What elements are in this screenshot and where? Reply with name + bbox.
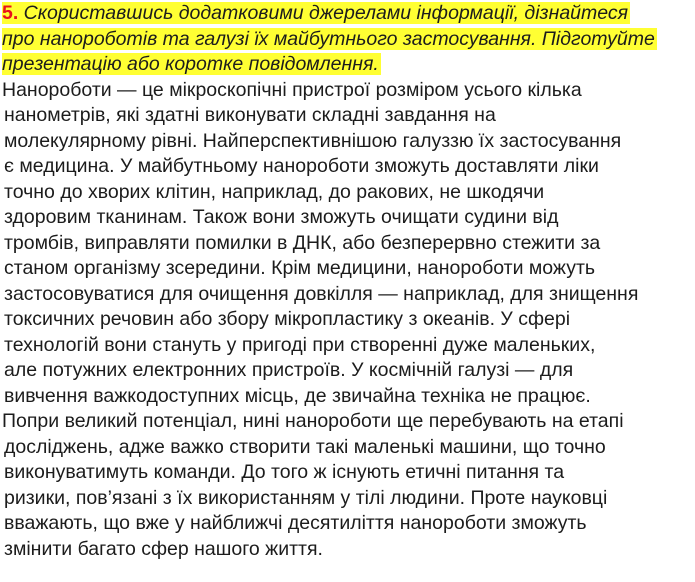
- task-block: [2, 1, 692, 562]
- task-number: 5.: [2, 2, 19, 24]
- answer-line: вважають, що вже у найближчі десятиліття нанороботи зможуть: [4, 512, 587, 534]
- answer-line: здоровим тканинам. Також вони зможуть очищати судини від: [4, 206, 559, 228]
- answer-text: [2, 78, 692, 563]
- answer-line: нанометрів, які здатні виконувати складні завдання на: [4, 104, 496, 126]
- answer-line: застосовуватися для очищення довкілля — наприклад, для знищення: [4, 282, 639, 305]
- answer-line: точно до хворих клітин, наприклад, до ракових, не шкодячи: [4, 180, 545, 203]
- answer-line: технологій вони стануть у пригоді при створенні дуже маленьких,: [4, 333, 596, 356]
- answer-line: тромбів, виправляти помилки в ДНК, або безперервно стежити за: [4, 231, 601, 254]
- task-prompt-line-2: про нанороботів та галузі їх майбутнього застосування. Підготуйте: [2, 27, 655, 50]
- answer-line: станом організму зсередини. Крім медицини, нанороботи можуть: [4, 257, 596, 279]
- answer-line: токсичних речовин або збору мікропластику з океанів. У сфері: [4, 308, 571, 330]
- answer-line: Попри великий потенціал, нині нанороботи ще перебувають на етапі: [2, 410, 624, 432]
- answer-line: Нанороботи — це мікроскопічні пристрої розміром усього кілька: [2, 78, 582, 101]
- answer-line: виконуватимуть команди. До того ж існують етичні питання та: [4, 461, 565, 483]
- answer-line: ризики, пов’язані з їх використанням у тілі людини. Проте науковці: [4, 486, 608, 509]
- answer-line: досліджень, адже важко створити такі маленькі машини, що точно: [4, 435, 606, 458]
- answer-line: вивчення важкодоступних місць, де звичайна техніка не працює.: [4, 384, 591, 407]
- answer-line: змінити багато сфер нашого життя.: [4, 537, 323, 560]
- task-prompt-line-1: 5. Скориставшись додатковими джерелами інформації, дізнайтеся: [2, 2, 629, 24]
- answer-line: молекулярному рівні. Найперспективнішою галуззю їх застосування: [4, 129, 622, 152]
- task-prompt-line-3: презентацію або коротке повідомлення.: [2, 53, 379, 75]
- answer-line: але потужних електронних пристроїв. У космічній галузі — для: [4, 359, 574, 381]
- task-prompt: [2, 1, 692, 78]
- answer-line: є медицина. У майбутньому нанороботи зможуть доставляти ліки: [4, 155, 599, 177]
